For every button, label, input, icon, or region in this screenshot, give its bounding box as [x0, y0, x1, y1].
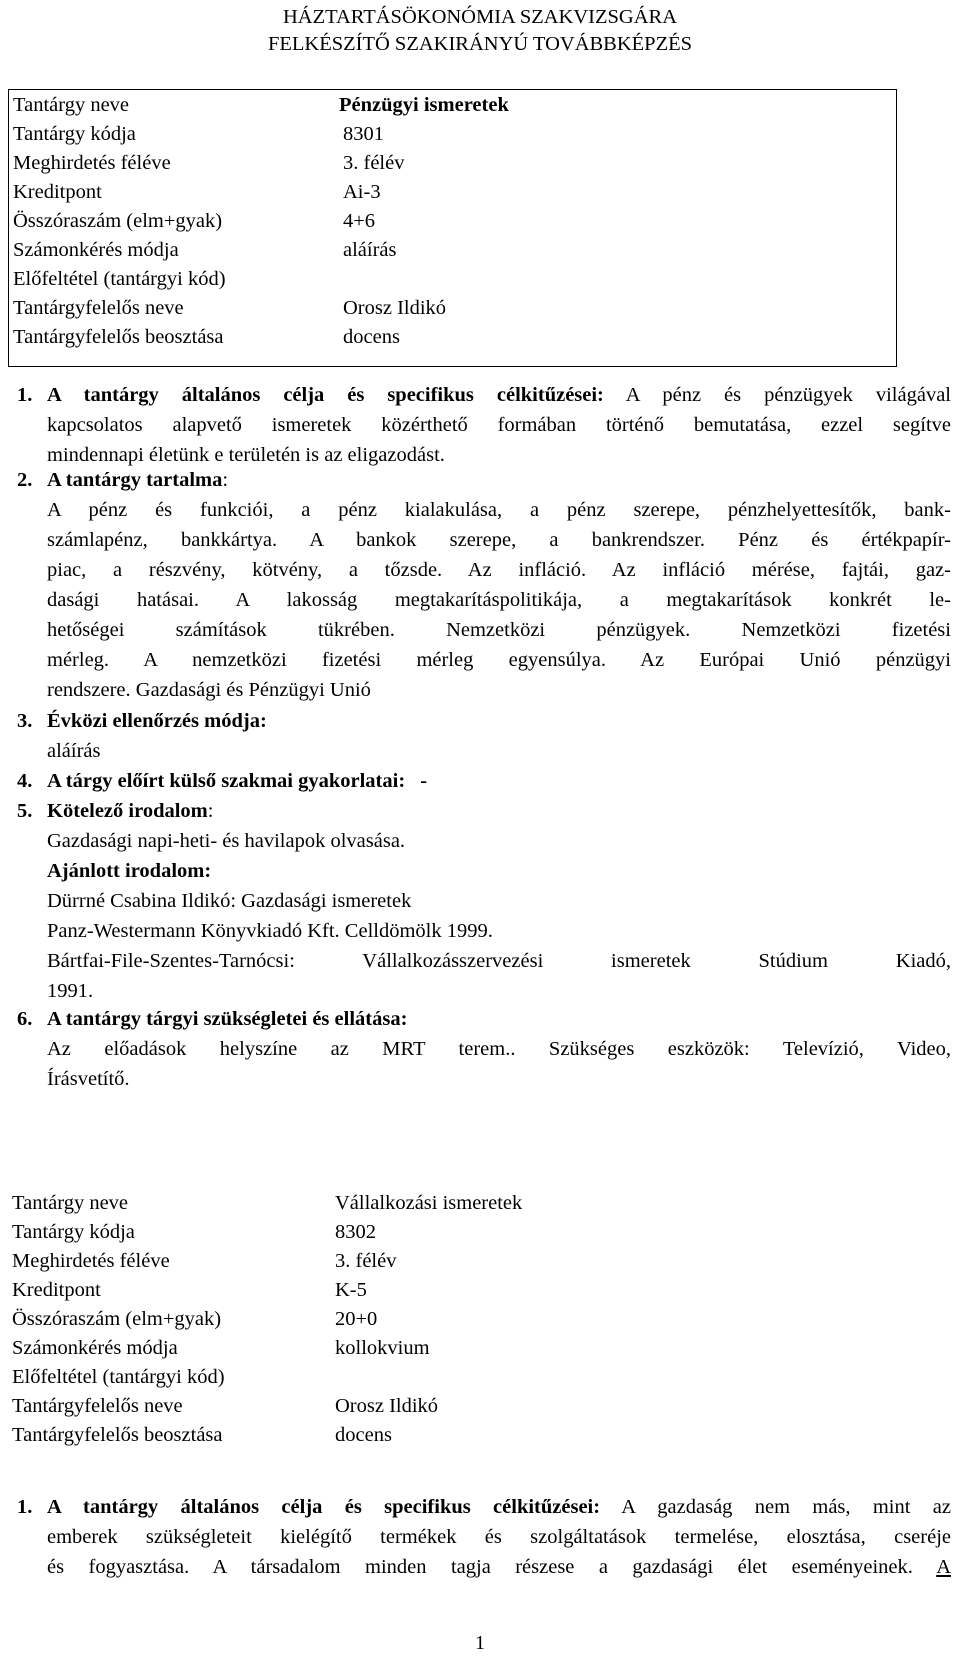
header-line-2: FELKÉSZÍTŐ SZAKIRÁNYÚ TOVÁBBKÉPZÉS	[267, 33, 693, 55]
info-label: Összóraszám (elm+gyak)	[12, 1308, 222, 1330]
info-label: Tantárgy kódja	[13, 123, 136, 145]
section-number: 1.	[17, 384, 33, 406]
info-value: 3. félév	[335, 1250, 397, 1272]
section-number: 3.	[17, 710, 33, 732]
section-title: A tantárgy tárgyi szükségletei és ellátása:	[47, 1008, 408, 1030]
info-label: Tantárgyfelelős neve	[13, 297, 184, 319]
section-number: 6.	[17, 1008, 33, 1030]
info-label: Összóraszám (elm+gyak)	[13, 210, 223, 232]
info-value: docens	[343, 326, 400, 348]
info-value: 4+6	[343, 210, 376, 232]
info-label: Tantárgyfelelős neve	[12, 1395, 183, 1417]
recommended-title: Ajánlott irodalom:	[47, 860, 212, 882]
info-value: K-5	[335, 1279, 367, 1301]
section-number: 2.	[17, 469, 33, 491]
info-label: Előfeltétel (tantárgyi kód)	[13, 268, 226, 290]
section-text: dasági hatásai. A lakosság megtakarításpolitikája, a megtakarítások konkrét le-	[47, 589, 951, 611]
section-text-trailing: A	[936, 1556, 951, 1578]
section-4	[17, 766, 951, 796]
section-number: 5.	[17, 800, 33, 822]
section-body	[47, 706, 951, 766]
info-label: Tantárgy kódja	[12, 1221, 135, 1243]
section-text: -	[420, 770, 428, 792]
section-text: Gazdasági napi-heti- és havilapok olvasása.	[47, 830, 406, 852]
info-label: Tantárgyfelelős beosztása	[13, 326, 224, 348]
info-value: Orosz Ildikó	[335, 1395, 439, 1417]
section-body	[47, 465, 951, 705]
section-title-colon: :	[207, 800, 214, 822]
section-text: A pénz és pénzügyek világával	[603, 384, 951, 406]
section-text: emberek szükségleteit kielégítő termékek és szolgáltatások termelése, elosztása, cseréje	[47, 1526, 951, 1548]
section-body	[47, 766, 951, 796]
info-label: Számonkérés módja	[13, 239, 179, 261]
info-value: 8301	[343, 123, 384, 145]
page-number: 1	[475, 1632, 485, 1654]
reference-line: Panz-Westermann Könyvkiadó Kft. Celldömölk 1999.	[47, 920, 493, 942]
document-header	[0, 4, 960, 58]
info-label: Előfeltétel (tantárgyi kód)	[12, 1366, 225, 1388]
section-text: piac, a részvény, kötvény, a tőzsde. Az infláció. Az infláció mérése, fajtái, gaz-	[47, 559, 951, 581]
section-title: A tantárgy tartalma	[47, 469, 223, 491]
course2-section-1	[17, 1492, 951, 1582]
section-title: A tantárgy általános célja és specifikus célkitűzései:	[47, 384, 604, 406]
info-label: Tantárgy neve	[12, 1192, 129, 1214]
info-label: Meghirdetés féléve	[12, 1250, 170, 1272]
section-1	[17, 380, 951, 470]
reference-line: 1991.	[47, 980, 94, 1002]
info-value: 8302	[335, 1221, 376, 1243]
section-text: hetőségei számítások tükrében. Nemzetközi pénzügyek. Nemzetközi fizetési	[47, 619, 951, 641]
section-text: Az előadások helyszíne az MRT terem.. Szükséges eszközök: Televízió, Video,	[47, 1038, 951, 1060]
section-title: A tantárgy általános célja és specifikus célkitűzései:	[47, 1496, 601, 1518]
info-value: Ai-3	[343, 181, 381, 203]
section-3	[17, 706, 951, 766]
info-value: Orosz Ildikó	[343, 297, 447, 319]
section-5	[17, 796, 951, 1006]
section-body	[47, 1492, 951, 1582]
section-body	[47, 796, 951, 1006]
section-title: Évközi ellenőrzés módja:	[47, 710, 267, 732]
info-value: aláírás	[343, 239, 397, 261]
course2-info-table	[8, 1188, 895, 1459]
info-label: Meghirdetés féléve	[13, 152, 171, 174]
section-text: mindennapi életünk e területén is az eligazodást.	[47, 444, 445, 466]
section-text: kapcsolatos alapvető ismeretek közérthető formában történő bemutatása, ezzel segítve	[47, 414, 951, 436]
section-text: és fogyasztása. A társadalom minden tagja részese a gazdasági élet eseményeinek.	[47, 1556, 913, 1578]
header-line-1: HÁZTARTÁSÖKONÓMIA SZAKVIZSGÁRA	[282, 6, 678, 28]
info-label: Kreditpont	[12, 1279, 101, 1301]
info-label: Tantárgyfelelős beosztása	[12, 1424, 223, 1446]
section-text: Írásvetítő.	[47, 1068, 130, 1090]
section-text: A pénz és funkciói, a pénz kialakulása, a pénz szerepe, pénzhelyettesítők, bank-	[47, 499, 951, 521]
info-value: kollokvium	[335, 1337, 430, 1359]
section-2	[17, 465, 951, 705]
section-6	[17, 1004, 951, 1094]
section-number: 4.	[17, 770, 33, 792]
info-value: Vállalkozási ismeretek	[335, 1192, 523, 1214]
info-label: Kreditpont	[13, 181, 102, 203]
section-text: A gazdaság nem más, mint az	[600, 1496, 951, 1518]
section-title: A tárgy előírt külső szakmai gyakorlatai:	[47, 770, 406, 792]
section-body	[47, 1004, 951, 1094]
info-value: Pénzügyi ismeretek	[339, 94, 509, 116]
section-text: rendszere. Gazdasági és Pénzügyi Unió	[47, 679, 371, 701]
section-title-colon: :	[222, 469, 229, 491]
section-number: 1.	[17, 1496, 33, 1518]
course1-info-table	[8, 89, 897, 367]
section-text: mérleg. A nemzetközi fizetési mérleg egyensúlya. Az Európai Unió pénzügyi	[47, 649, 951, 671]
info-label: Számonkérés módja	[12, 1337, 178, 1359]
info-label: Tantárgy neve	[13, 94, 130, 116]
section-title: Kötelező irodalom	[47, 800, 208, 822]
info-value: 3. félév	[343, 152, 405, 174]
reference-line: Bártfai-File-Szentes-Tarnócsi: Vállalkozásszervezési ismeretek Stúdium Kiadó,	[47, 950, 951, 972]
info-value: 20+0	[335, 1308, 378, 1330]
info-value: docens	[335, 1424, 392, 1446]
section-text: aláírás	[47, 740, 101, 762]
reference-line: Dürrné Csabina Ildikó: Gazdasági ismeretek	[47, 890, 412, 912]
section-text: számlapénz, bankkártya. A bankok szerepe, a bankrendszer. Pénz és értékpapír-	[47, 529, 951, 551]
section-body	[47, 380, 951, 470]
